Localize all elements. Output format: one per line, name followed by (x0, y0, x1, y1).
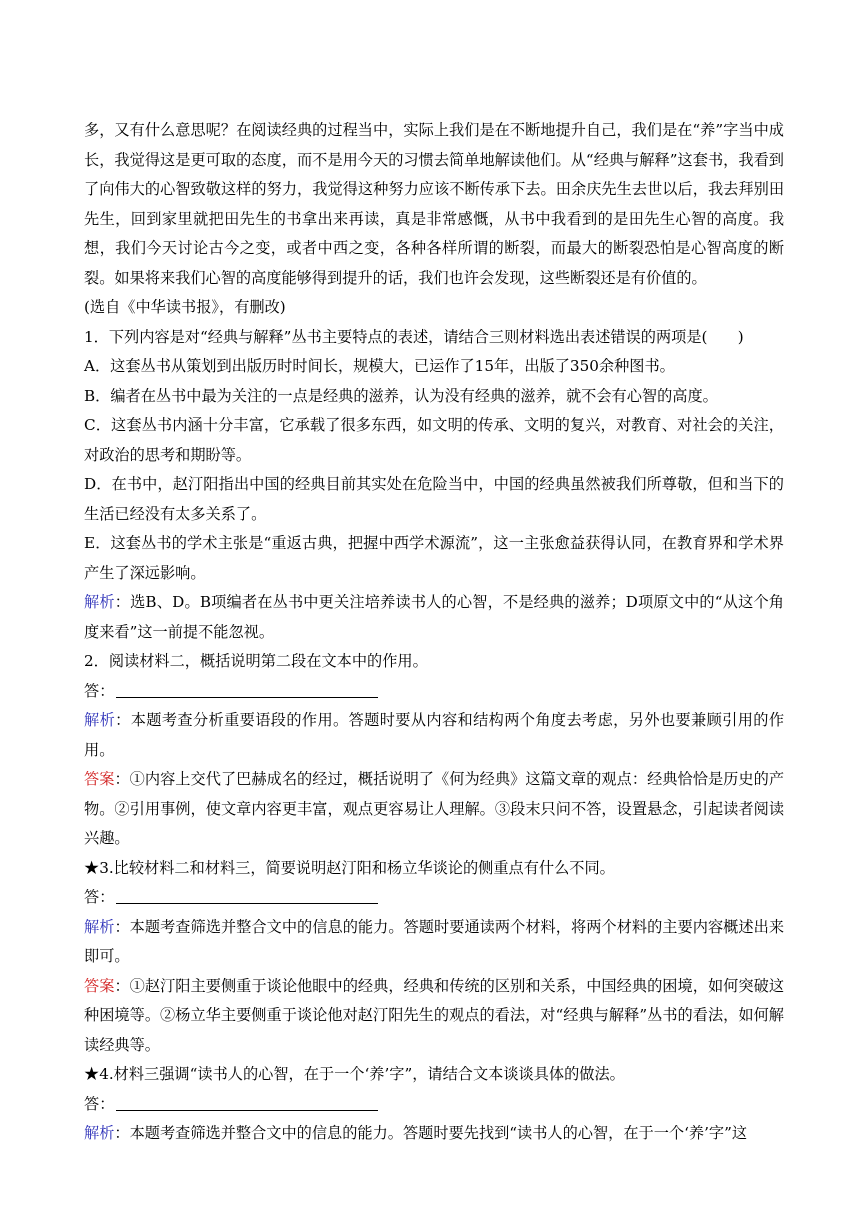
q1-option-e: E．这套丛书的学术主张是“重返古典，把握中西学术源流”，这一主张愈益获得认同，在教育界和学术界产生了深远影响。 (84, 534, 784, 582)
q3-answer-text: ：①赵汀阳主要侧重于谈论他眼中的经典，经典和传统的区别和关系，中国经典的困境，如何突破这种困境等。②杨立华主要侧重于谈论他对赵汀阳先生的观点的看法，对“经典与解释”丛书的看法，如何解读经典等。 (84, 976, 785, 1054)
analysis-label: 解析 (84, 917, 115, 936)
q2-answer (84, 765, 784, 854)
document-page (84, 116, 784, 1149)
passage-paragraph: 多，又有什么意思呢？在阅读经典的过程当中，实际上我们是在不断地提升自己，我们是在“养”字当中成长，我觉得这是更可取的态度，而不是用今天的习惯去简单地解读他们。从“经典与解释”这套书，我看到了向伟大的心智致敬这样的努力，我觉得这种努力应该不断传承下去。田余庆先生去世以后，我去拜别田先生，回到家里就把田先生的书拿出来再读，真是非常感慨，从书中我看到的是田先生心智的高度。我想，我们今天讨论古今之变，或者中西之变，各种各样所谓的断裂，而最大的断裂恐怕是心智高度的断裂。如果将来我们心智的高度能够得到提升的话，我们也许会发现，这些断裂还是有价值的。 (84, 121, 784, 287)
source-citation: (选自《中华读书报》，有删改) (84, 298, 286, 316)
q1-analysis (84, 588, 784, 647)
analysis-label: 解析 (84, 593, 115, 611)
q3-analysis-text: ：本题考查筛选并整合文中的信息的能力。答题时要通读两个材料，将两个材料的主要内容概述出来即可。 (84, 917, 785, 965)
answer-blank[interactable] (116, 1092, 378, 1111)
q3-analysis (84, 913, 784, 972)
q1-analysis-text: ：选B、D。B项编者在丛书中更关注培养读书人的心智，不是经典的滋养；D项原文中的“从这个角度来看”这一前提不能忽视。 (84, 593, 784, 641)
answer-label: 答案 (84, 976, 115, 995)
q2-answer-text: ：①内容上交代了巴赫成名的经过，概括说明了《何为经典》这篇文章的观点：经典恰恰是历史的产物。②引用事例，使文章内容更丰富，观点更容易让人理解。③段末只问不答，设置悬念，引起读者阅读兴趣。 (84, 770, 785, 847)
q2-stem: 2．阅读材料二，概括说明第二段在文本中的作用。 (84, 652, 428, 670)
answer-blank[interactable] (116, 885, 378, 904)
answer-prefix: 答： (84, 888, 115, 906)
q2-analysis (84, 706, 784, 765)
analysis-label: 解析 (84, 711, 116, 729)
q3-answer-line (84, 883, 784, 913)
q1-option-b: B．编者在丛书中最为关注的一点是经典的滋养，认为没有经典的滋养，就不会有心智的高度。 (84, 386, 718, 405)
q4-answer-line (84, 1090, 784, 1120)
q2-analysis-text: ：本题考查分析重要语段的作用。答题时要从内容和结构两个角度去考虑，另外也要兼顾引用的作用。 (84, 711, 785, 759)
q4-analysis (84, 1119, 784, 1149)
q1-option-d: D．在书中，赵汀阳指出中国的经典目前其实处在危险当中，中国的经典虽然被我们所尊敬，但和当下的生活已经没有太多关系了。 (84, 475, 784, 523)
q2-answer-line (84, 677, 784, 707)
answer-blank[interactable] (116, 679, 378, 698)
analysis-label: 解析 (84, 1124, 115, 1142)
q4-stem: ★4.材料三强调“读书人的心智，在于一个‘养’字”，请结合文本谈谈具体的做法。 (84, 1065, 625, 1083)
answer-prefix: 答： (84, 681, 115, 700)
answer-label: 答案 (84, 770, 115, 788)
q1-stem: 1．下列内容是对“经典与解释”丛书主要特点的表述，请结合三则材料选出表述错误的两项是( ) (84, 327, 744, 346)
answer-prefix: 答： (84, 1094, 115, 1113)
q3-stem: ★3.比较材料二和材料三，简要说明赵汀阳和杨立华谈论的侧重点有什么不同。 (84, 858, 615, 877)
q1-option-a: A．这套丛书从策划到出版历时时间长，规模大，已运作了15年，出版了350余种图书。 (84, 357, 675, 375)
q1-option-c: C．这套丛书内涵十分丰富，它承载了很多东西，如文明的传承、文明的复兴，对教育、对社会的关注，对政治的思考和期盼等。 (84, 416, 784, 464)
q4-analysis-text: ：本题考查筛选并整合文中的信息的能力。答题时要先找到“读书人的心智，在于一个‘养’字”这 (114, 1124, 748, 1142)
q3-answer (84, 972, 784, 1061)
